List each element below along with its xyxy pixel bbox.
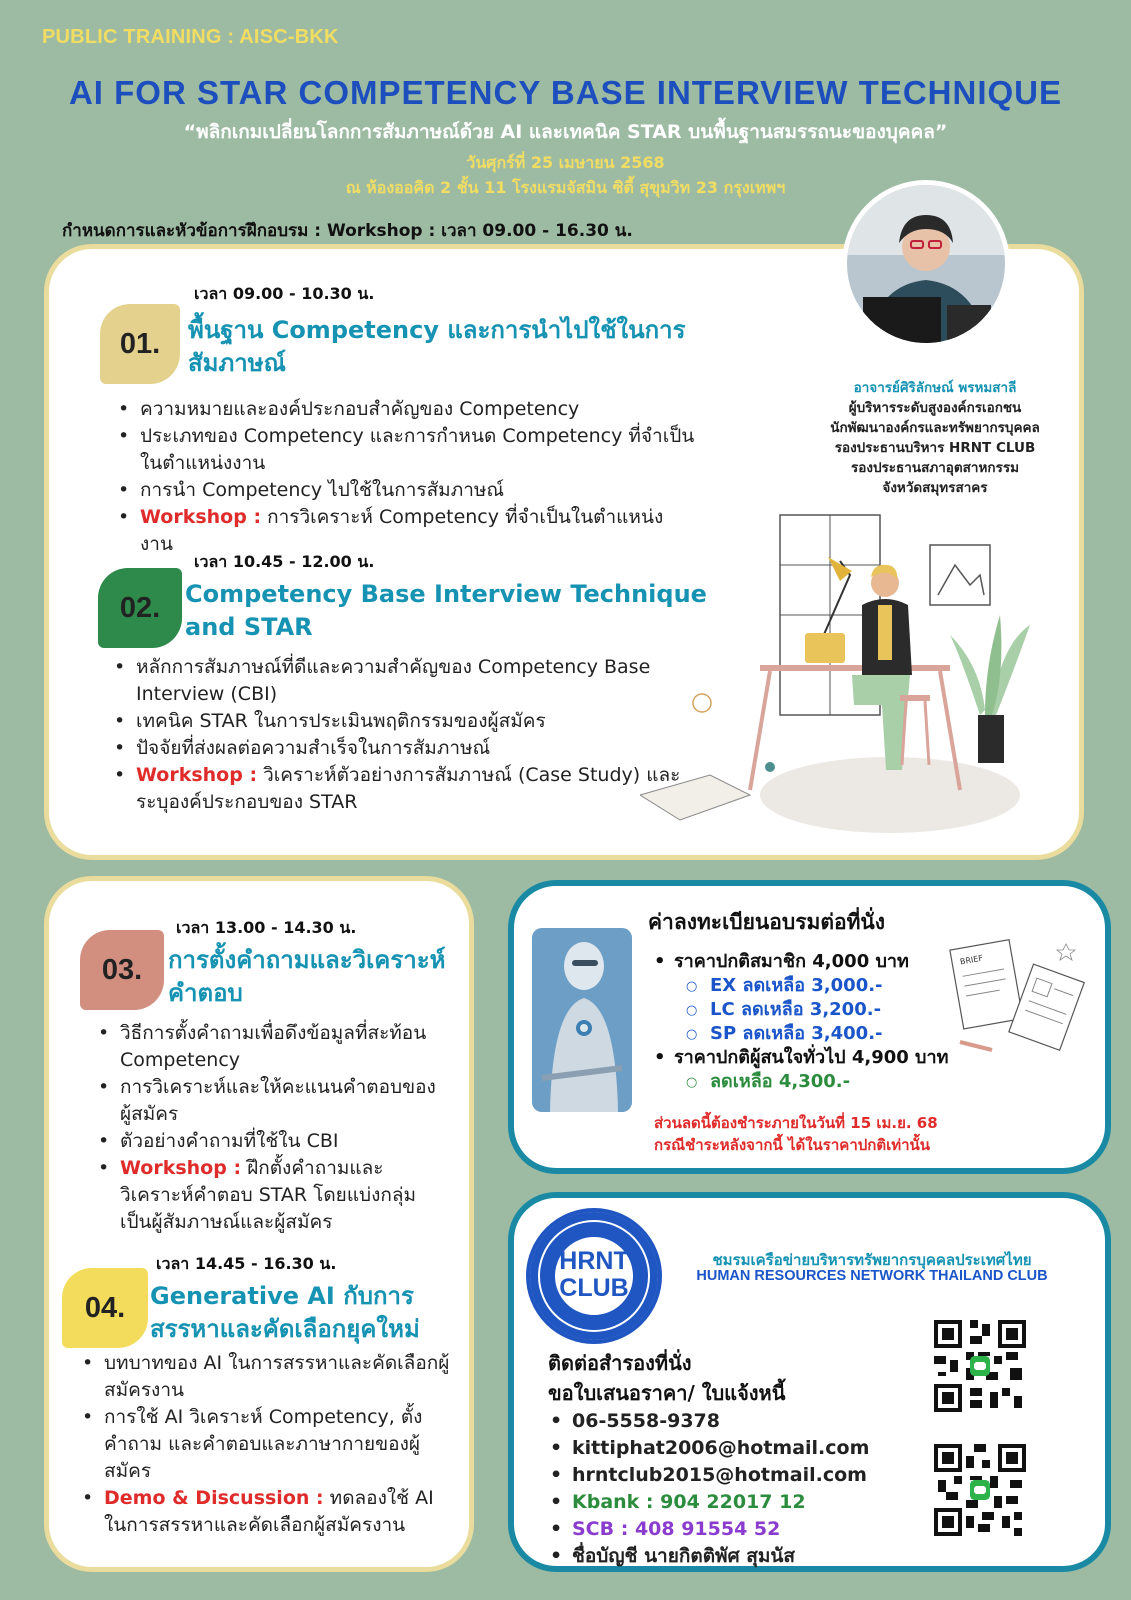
fee-discount: ○ SP ลดเหลือ 3,400.- xyxy=(652,1022,982,1046)
event-venue: ณ ห้องออคิด 2 ชั้น 11 โรงแรมจัสมิน ซิตี้ สุขุมวิท 23 กรุงเทพฯ xyxy=(345,178,786,197)
contact-title-line: ติดต่อสำรองที่นั่ง xyxy=(548,1351,692,1375)
section-topics xyxy=(116,396,696,558)
section-number: 04. xyxy=(62,1268,148,1348)
doc-label: BRIEF xyxy=(959,953,984,967)
section-topics xyxy=(80,1350,450,1539)
speaker-portrait-icon xyxy=(847,185,1005,343)
bank-kbank: • Kbank : 904 22017 12 xyxy=(548,1489,888,1516)
fee-list xyxy=(652,950,982,1094)
page-title: AI FOR STAR COMPETENCY BASE INTERVIEW TECHNIQUE xyxy=(68,74,1063,111)
contact-list xyxy=(548,1408,888,1570)
topic-item: • วิธีการตั้งคำถามเพื่อดึงข้อมูลที่สะท้อน Competency xyxy=(96,1020,436,1074)
workshop-text: วิเคราะห์ตัวอย่างการสัมภาษณ์ (Case Study) และระบุองค์ประกอบของ STAR xyxy=(136,764,681,813)
section-title: การตั้งคำถามและวิเคราะห์คำตอบ xyxy=(168,946,446,1007)
qr-code-icon[interactable] xyxy=(930,1316,1030,1416)
payment-note-line: กรณีชำระหลังจากนี้ ได้ในราคาปกติเท่านั้น xyxy=(654,1136,931,1154)
workshop-text: ฝึกตั้งคำถามและวิเคราะห์คำตอบ STAR โดยแบ่งกลุ่มเป็นผู้สัมภาษณ์และผู้สมัคร xyxy=(120,1157,417,1233)
workshop-text: การวิเคราะห์ Competency ที่จำเป็นในตำแหน่งงาน xyxy=(140,506,664,555)
speaker-line: นักพัฒนาองค์กรและทรัพยากรบุคคล xyxy=(830,420,1040,436)
training-tag: PUBLIC TRAINING : AISC-BKK xyxy=(42,26,339,48)
fee-discount: ○ EX ลดเหลือ 3,000.- xyxy=(652,974,982,998)
topic-item: • เทคนิค STAR ในการประเมินพฤติกรรมของผู้สมัคร xyxy=(112,708,712,735)
workshop-label: Workshop : xyxy=(140,506,262,528)
event-date: วันศุกร์ที่ 25 เมษายน 2568 xyxy=(466,153,665,172)
topic-item xyxy=(96,1155,436,1236)
fee-general: • ราคาปกติผู้สนใจทั่วไป 4,900 บาท xyxy=(652,1046,982,1070)
desk-illustration xyxy=(640,505,1060,850)
account-name: • ชื่อบัญชี นายกิตติพัศ สุมนัส xyxy=(548,1543,888,1570)
demo-text: ทดลองใช้ AI ในการสรรหาและคัดเลือกผู้สมัครงาน xyxy=(104,1487,434,1536)
robot-image xyxy=(532,928,632,1112)
contact-title xyxy=(548,1348,785,1408)
fee-member: • ราคาปกติสมาชิก 4,000 บาท xyxy=(652,950,982,974)
topic-item: • หลักการสัมภาษณ์ที่ดีและความสำคัญของ Competency Base Interview (CBI) xyxy=(112,654,712,708)
fee-title: ค่าลงทะเบียนอบรมต่อที่นั่ง xyxy=(648,910,886,934)
contact-email[interactable]: • hrntclub2015@hotmail.com xyxy=(548,1462,888,1489)
topic-item xyxy=(80,1485,450,1539)
topic-item xyxy=(112,762,712,816)
section-time: เวลา 10.45 - 12.00 น. xyxy=(194,552,375,571)
workshop-label: Workshop : xyxy=(120,1157,242,1179)
section-number: 02. xyxy=(98,568,182,648)
topic-item: • การใช้ AI วิเคราะห์ Competency, ตั้งคำถาม และคำตอบและภาษากายของผู้สมัคร xyxy=(80,1404,450,1485)
fee-discount: ○ LC ลดเหลือ 3,200.- xyxy=(652,998,982,1022)
hrnt-club-logo xyxy=(526,1208,662,1344)
section-topics xyxy=(112,654,712,816)
speaker-photo xyxy=(842,180,1010,348)
documents-illustration xyxy=(948,932,1088,1062)
section-number: 03. xyxy=(80,930,164,1010)
fee-discount: ○ ลดเหลือ 4,300.- xyxy=(652,1070,982,1094)
topic-item: • ปัจจัยที่ส่งผลต่อความสำเร็จในการสัมภาษณ์ xyxy=(112,735,712,762)
topic-item: • ประเภทของ Competency และการกำหนด Competency ที่จำเป็นในตำแหน่งงาน xyxy=(116,423,696,477)
payment-note xyxy=(654,1112,938,1156)
demo-label: Demo & Discussion : xyxy=(104,1487,324,1509)
section-time: เวลา 09.00 - 10.30 น. xyxy=(194,284,375,303)
section-title: Generative AI กับการสรรหาและคัดเลือกยุคใหม่ xyxy=(150,1282,420,1343)
section-time: เวลา 14.45 - 16.30 น. xyxy=(156,1254,337,1273)
workshop-label: Workshop : xyxy=(136,764,258,786)
speaker-line: รองประธานสภาอุตสาหกรรม xyxy=(851,460,1019,476)
topic-item: • ตัวอย่างคำถามที่ใช้ใน CBI xyxy=(96,1128,436,1155)
section-topics xyxy=(96,1020,436,1236)
payment-note-line: ส่วนลดนี้ต้องชำระภายในวันที่ 15 เม.ย. 68 xyxy=(654,1114,938,1132)
schedule-heading: กำหนดการและหัวข้อการฝึกอบรม : Workshop : เวลา 09.00 - 16.30 น. xyxy=(62,221,633,241)
section-title: Competency Base Interview Technique and STAR xyxy=(185,580,707,641)
contact-phone[interactable]: • 06-5558-9378 xyxy=(548,1408,888,1435)
topic-item: • การวิเคราะห์และให้คะแนนคำตอบของผู้สมัคร xyxy=(96,1074,436,1128)
section-time: เวลา 13.00 - 14.30 น. xyxy=(176,918,357,937)
speaker-line: ผู้บริหารระดับสูงองค์กรเอกชน xyxy=(848,400,1022,416)
section-title: พื้นฐาน Competency และการนำไปใช้ในการสัมภาษณ์ xyxy=(188,316,686,377)
topic-item: • บทบาทของ AI ในการสรรหาและคัดเลือกผู้สมัครงาน xyxy=(80,1350,450,1404)
page-subtitle: “พลิกเกมเปลี่ยนโลกการสัมภาษณ์ด้วย AI และเทคนิค STAR บนพื้นฐานสมรรถนะของบุคคล” xyxy=(183,121,948,143)
logo-text: CLUB xyxy=(559,1274,629,1302)
speaker-name: อาจารย์ศิริลักษณ์ พรหมสาลี xyxy=(853,380,1017,396)
contact-email[interactable]: • kittiphat2006@hotmail.com xyxy=(548,1435,888,1462)
speaker-line: จังหวัดสมุทรสาคร xyxy=(882,480,988,496)
topic-item: • ความหมายและองค์ประกอบสำคัญของ Competency xyxy=(116,396,696,423)
contact-title-line: ขอใบเสนอราคา/ ใบแจ้งหนี้ xyxy=(548,1381,786,1405)
qr-code-icon[interactable] xyxy=(930,1440,1030,1540)
speaker-line: รองประธานบริหาร HRNT CLUB xyxy=(834,440,1036,456)
logo-text: HRNT xyxy=(559,1247,629,1275)
club-name-english: HUMAN RESOURCES NETWORK THAILAND CLUB xyxy=(696,1268,1048,1284)
speaker-info xyxy=(790,378,1080,498)
section-number: 01. xyxy=(100,304,180,384)
club-name-thai: ชมรมเครือข่ายบริหารทรัพยากรบุคคลประเทศไทย xyxy=(712,1251,1032,1269)
bank-scb: • SCB : 408 91554 52 xyxy=(548,1516,888,1543)
topic-item: • การนำ Competency ไปใช้ในการสัมภาษณ์ xyxy=(116,477,696,504)
